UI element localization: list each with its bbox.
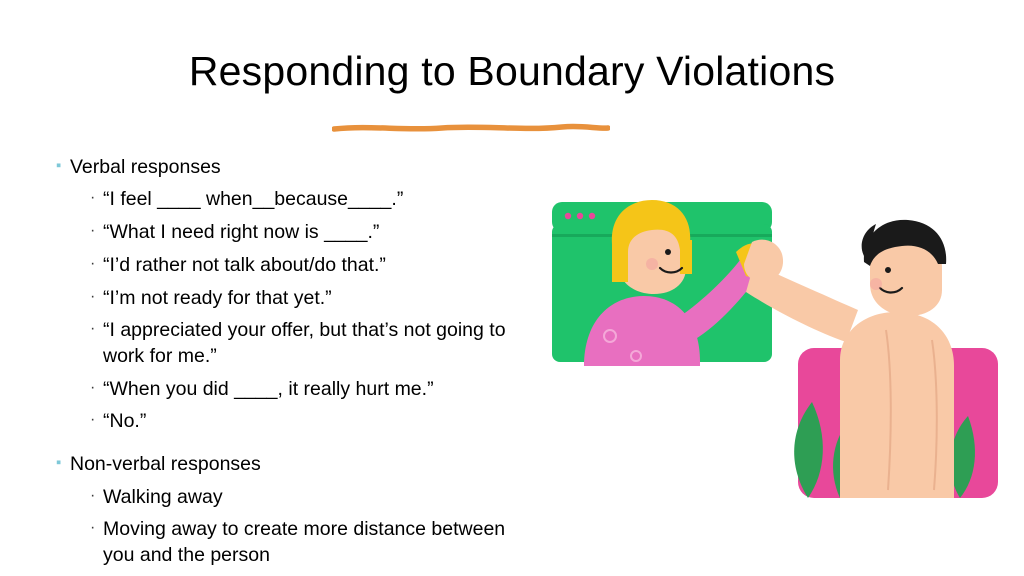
list-item-label: Walking away	[103, 485, 223, 508]
bullet-level1	[56, 154, 526, 180]
slide-body	[56, 152, 526, 571]
list-item	[90, 253, 526, 279]
list-item	[90, 377, 526, 403]
bullet-marker-icon: ·	[90, 378, 96, 396]
list-item-label: Moving away to create more distance between you and the person	[103, 518, 506, 566]
person-right	[744, 220, 954, 498]
bullet-marker-icon: ·	[90, 320, 96, 338]
bullet-level1-label: Verbal responses	[70, 156, 221, 178]
title-underline-decoration	[332, 120, 610, 130]
list-item-label: “When you did ____, it really hurt me.”	[103, 377, 434, 400]
list-item	[90, 318, 526, 369]
bullet-marker-icon: ·	[90, 486, 96, 504]
bullet-marker-icon: ·	[90, 287, 96, 305]
list-item-label: “I’m not ready for that yet.”	[103, 286, 332, 309]
bullet-level1-label: Non-verbal responses	[70, 453, 261, 476]
bullet-marker-icon: ·	[90, 189, 96, 207]
list-item	[90, 485, 526, 511]
list-item	[90, 286, 526, 312]
page-title: Responding to Boundary Violations	[188, 48, 836, 94]
section-non-verbal-responses	[56, 451, 526, 569]
bullet-level1	[56, 451, 526, 477]
bullet-marker-icon: ▪	[56, 157, 62, 174]
list-item-label: “I appreciated your offer, but that’s not going to work for me.”	[103, 319, 506, 367]
list-item-label: “I feel ____ when__because____.”	[103, 188, 404, 211]
bullet-marker-icon: ·	[90, 519, 96, 537]
list-item	[90, 220, 526, 246]
bullet-marker-icon: ·	[90, 411, 96, 429]
bullet-marker-icon: ▪	[56, 454, 62, 472]
list-item	[90, 409, 526, 435]
list-item	[90, 187, 526, 213]
bullet-marker-icon: ·	[90, 254, 96, 272]
two-people-high-five-illustration	[540, 190, 1010, 520]
list-item-label: “I’d rather not talk about/do that.”	[103, 253, 386, 276]
list-item	[90, 517, 526, 568]
list-item-label: “What I need right now is ____.”	[103, 221, 380, 244]
section-verbal-responses	[56, 154, 526, 435]
list-item-label: “No.”	[103, 410, 147, 433]
bullet-marker-icon: ·	[90, 222, 96, 240]
